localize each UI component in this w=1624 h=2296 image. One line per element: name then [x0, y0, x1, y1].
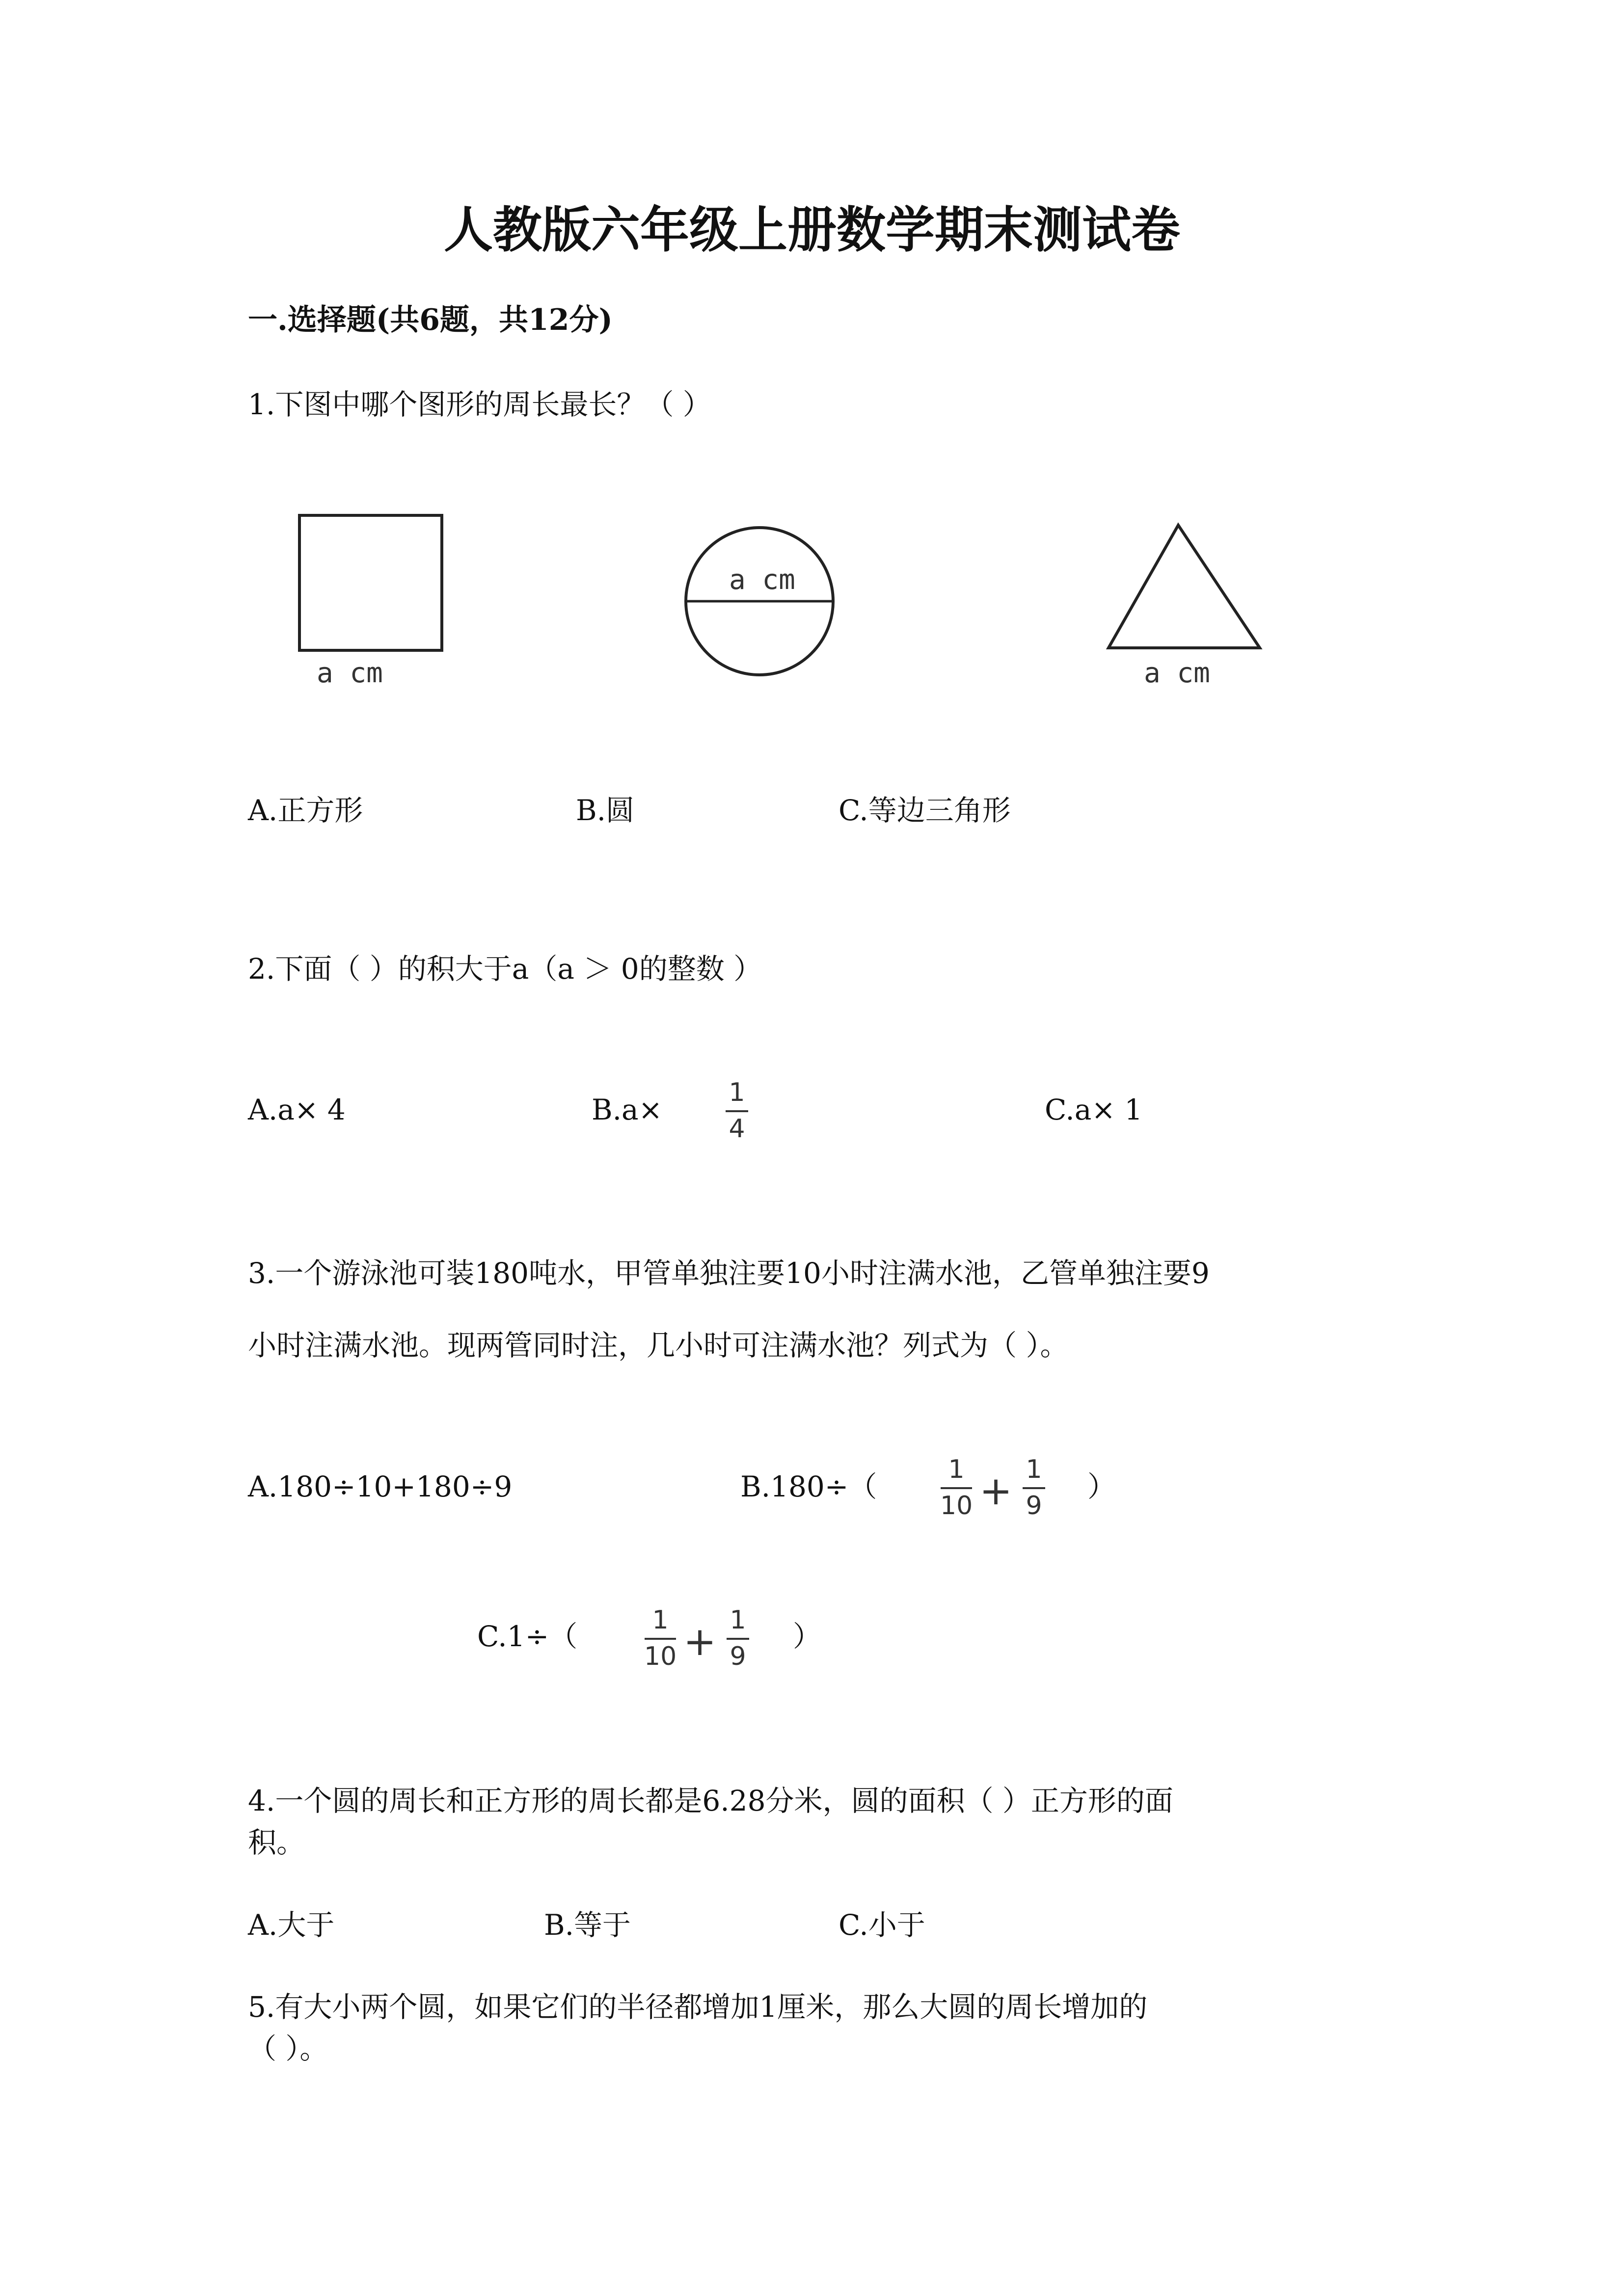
q3-b-fraction-1: [940, 1457, 973, 1519]
question-1-stem: 1.下图中哪个图形的周长最长？（ ）: [248, 388, 711, 421]
fraction-bar: [727, 1638, 749, 1640]
q3-b-fraction-2: [1023, 1457, 1045, 1519]
fraction-bar: [941, 1487, 972, 1489]
q2-option-b-fraction: [726, 1080, 748, 1142]
question-3-stem-line2: 小时注满水池。现两管同时注，几小时可注满水池？列式为（ ）。: [248, 1329, 1069, 1362]
circle-figure: [682, 520, 859, 687]
fraction-bar: [726, 1110, 748, 1112]
fraction-numerator: 1: [729, 1078, 745, 1107]
square-figure: [275, 496, 471, 712]
fraction-numerator: 1: [730, 1605, 746, 1635]
fraction-denominator: 10: [940, 1491, 973, 1521]
fraction-numerator: 1: [948, 1455, 965, 1484]
section-heading: 一.选择题(共6题，共12分): [248, 303, 613, 337]
q2-option-b: B.a×: [592, 1093, 663, 1126]
q3-c-fraction-1: [644, 1607, 677, 1669]
square-label: a cm: [317, 657, 383, 689]
q3-c-close-paren: ）: [793, 1620, 822, 1653]
triangle-label: a cm: [1144, 657, 1210, 689]
page-title: 人教版六年级上册数学期末测试卷: [444, 201, 1180, 259]
fraction-denominator: 4: [729, 1114, 745, 1144]
q3-option-a: A.180÷10+180÷9: [248, 1470, 513, 1503]
q1-option-c: C.等边三角形: [839, 794, 1011, 827]
q4-option-b: B.等于: [544, 1908, 631, 1942]
fraction-numerator: 1: [1026, 1455, 1042, 1484]
q4-option-a: A.大于: [248, 1908, 335, 1942]
fraction-bar: [1023, 1487, 1045, 1489]
q3-b-plus-sign: +: [979, 1468, 1013, 1514]
question-4-stem-line1: 4.一个圆的周长和正方形的周长都是6.28分米，圆的面积（ ）正方形的面: [248, 1784, 1173, 1817]
q3-b-close-paren: ）: [1087, 1470, 1116, 1503]
square-shape: [299, 515, 442, 650]
q3-c-plus-sign: +: [683, 1619, 717, 1664]
q3-option-b: B.180÷（: [740, 1470, 877, 1503]
question-5-stem-line2: （ ）。: [248, 2032, 328, 2065]
question-3-stem-line1: 3.一个游泳池可装180吨水，甲管单独注要10小时注满水池，乙管单独注要9: [248, 1256, 1210, 1290]
q2-option-a: A.a× 4: [248, 1093, 346, 1126]
triangle-figure: [1105, 515, 1291, 712]
question-4-stem-line2: 积。: [248, 1826, 305, 1859]
fraction-bar: [645, 1638, 676, 1640]
circle-label: a cm: [729, 564, 795, 596]
fraction-denominator: 9: [730, 1642, 746, 1671]
q1-option-a: A.正方形: [248, 794, 363, 827]
fraction-denominator: 10: [644, 1642, 677, 1671]
question-5-stem-line1: 5.有大小两个圆，如果它们的半径都增加1厘米，那么大圆的周长增加的: [248, 1990, 1148, 2024]
fraction-numerator: 1: [652, 1605, 669, 1635]
triangle-shape: [1109, 525, 1260, 648]
fraction-denominator: 9: [1026, 1491, 1042, 1521]
q2-option-c: C.a× 1: [1045, 1093, 1143, 1126]
question-2-stem: 2.下面（ ）的积大于a（a ＞ 0的整数 ）: [248, 952, 762, 986]
q1-option-b: B.圆: [576, 794, 635, 827]
q3-c-fraction-2: [727, 1607, 749, 1669]
q3-option-c: C.1÷（: [477, 1620, 578, 1653]
q4-option-c: C.小于: [839, 1908, 925, 1942]
